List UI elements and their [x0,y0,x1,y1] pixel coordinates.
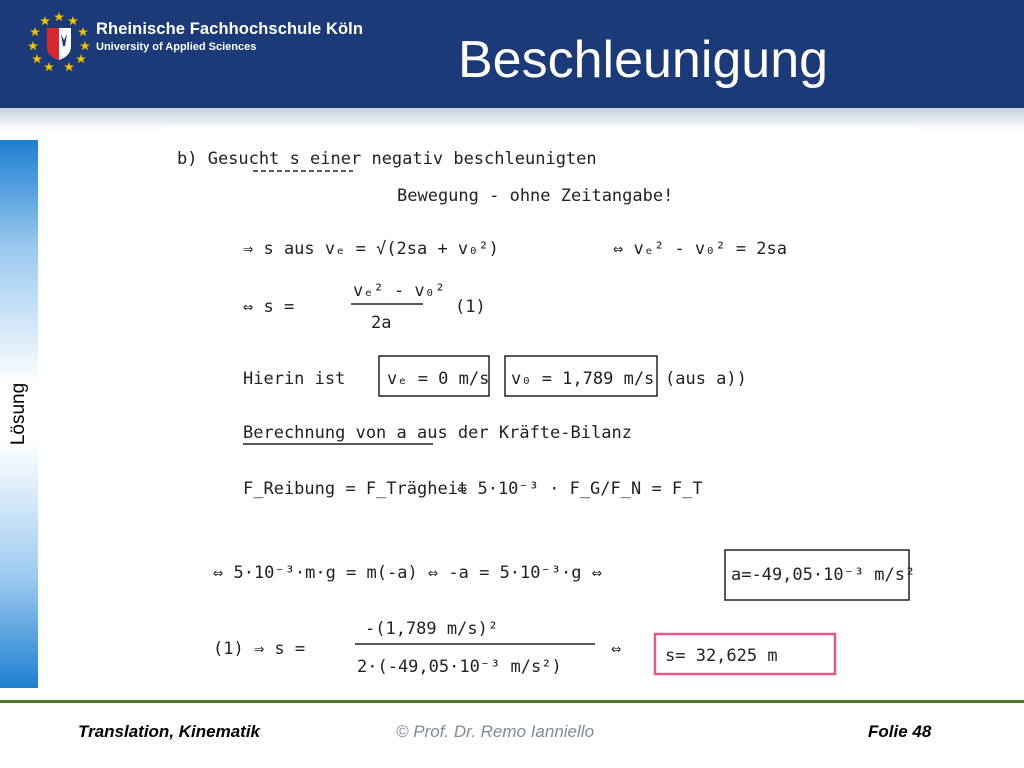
hw-line-5-ve: vₑ = 0 m/s [387,369,490,389]
hw-line-7a: F_Reibung = F_Trägheit [243,479,469,499]
sidebar-label: Lösung [8,382,29,446]
hw-result: s= 32,625 m [665,646,778,666]
university-subtitle: University of Applied Sciences [96,41,257,53]
hw-line-3a: ⇒ s aus vₑ = √(2sa + v₀²) [243,239,499,259]
hw-line-2: Bewegung - ohne Zeitangabe! [397,186,674,206]
hw-line-3b: ⇔ vₑ² - v₀² = 2sa [613,239,787,259]
hw-line-4-denominator: 2a [371,313,392,333]
hw-line-8b: a=-49,05·10⁻³ m/s² [731,565,915,585]
slide-title: Beschleunigung [458,31,829,89]
hw-line-4-tag: (1) [455,297,486,317]
hw-line-4-numerator: vₑ² - v₀² [353,281,446,301]
university-name: Rheinische Fachhochschule Köln [96,20,364,38]
hw-line-1: b) Gesucht s einer negativ beschleunigten [177,149,597,169]
hw-line-5-v0: v₀ = 1,789 m/s [511,369,655,389]
footer-author: © Prof. Dr. Remo Ianniello [396,722,595,741]
hw-line-5-note: (aus a)) [665,369,747,389]
handwritten-solution [165,126,915,701]
handwritten-canvas [165,126,915,701]
hw-line-4-lhs: ⇔ s = [243,297,295,317]
footer-course: Translation, Kinematik [78,722,261,741]
footer-divider [0,700,1024,703]
hw-line-8a: ⇔ 5·10⁻³·m·g = m(-a) ⇔ -a = 5·10⁻³·g ⇔ [213,563,602,583]
hw-line-7b: ⇔ 5·10⁻³ · F_G/F_N = F_T [457,479,703,499]
hw-line-9-lhs: (1) ⇒ s = [213,639,306,659]
footer-slide-number: Folie 48 [868,722,932,741]
hw-line-9-equiv: ⇔ [611,639,622,659]
hw-line-6: Berechnung von a aus der Kräfte-Bilanz [243,423,632,443]
hw-line-5-label: Hierin ist [243,369,346,389]
hw-line-9-denominator: 2·(-49,05·10⁻³ m/s²) [357,657,562,677]
university-logo [28,10,90,72]
hw-line-9-numerator: -(1,789 m/s)² [365,619,499,639]
